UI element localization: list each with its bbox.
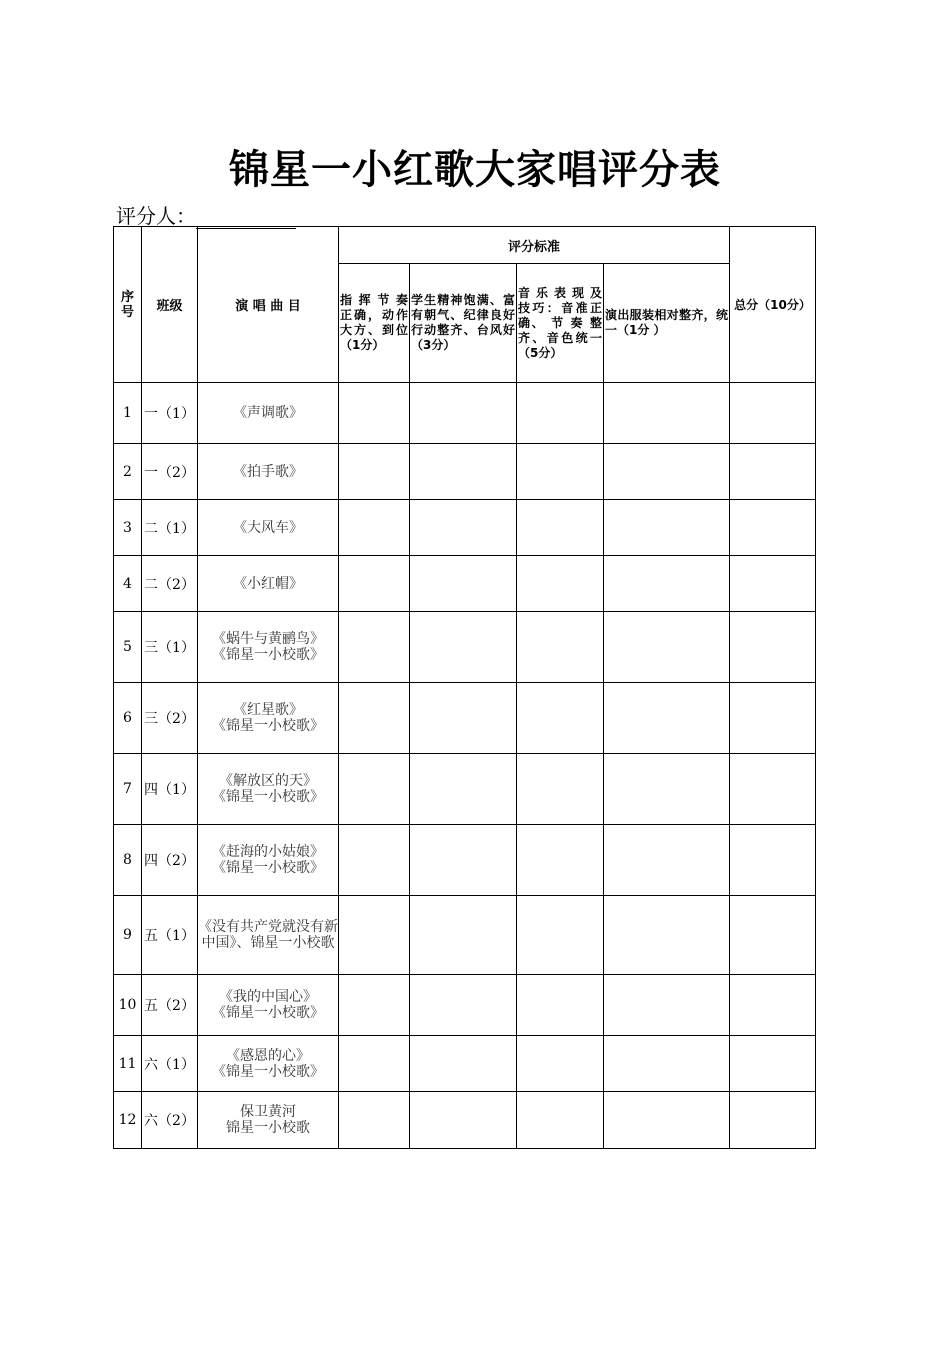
score-total-cell[interactable] [730,754,816,825]
score-music-cell[interactable] [517,754,604,825]
header-song: 演 唱 曲 目 [198,227,339,383]
row-seq: 12 [114,1092,142,1149]
score-costume-cell[interactable] [604,444,730,500]
row-class: 五（2） [142,975,198,1036]
score-total-cell[interactable] [730,612,816,683]
score-conducting-cell[interactable] [339,1036,410,1092]
row-seq: 1 [114,383,142,444]
score-conducting-cell[interactable] [339,383,410,444]
score-music-cell[interactable] [517,896,604,975]
score-music-cell[interactable] [517,1036,604,1092]
scorer-field [116,200,296,229]
score-conducting-cell[interactable] [339,896,410,975]
score-table [113,226,816,1149]
row-seq: 5 [114,612,142,683]
score-total-cell[interactable] [730,500,816,556]
row-class: 一（2） [142,444,198,500]
score-conducting-cell[interactable] [339,1092,410,1149]
table-row [114,1036,816,1092]
criteria-costume: 演出服装相对整齐，统一（1分 ） [604,264,730,383]
score-music-cell[interactable] [517,556,604,612]
score-total-cell[interactable] [730,825,816,896]
score-spirit-cell[interactable] [410,1092,517,1149]
score-costume-cell[interactable] [604,825,730,896]
row-song: 《赶海的小姑娘》 《锦星一小校歌》 [198,825,339,896]
score-music-cell[interactable] [517,612,604,683]
row-class: 三（2） [142,683,198,754]
score-conducting-cell[interactable] [339,500,410,556]
score-music-cell[interactable] [517,975,604,1036]
score-costume-cell[interactable] [604,1092,730,1149]
row-song: 《感恩的心》 《锦星一小校歌》 [198,1036,339,1092]
score-spirit-cell[interactable] [410,975,517,1036]
criteria-conducting: 指 挥 节 奏正确，动作大方、到位（1分） [339,264,410,383]
table-row [114,556,816,612]
row-seq: 4 [114,556,142,612]
row-seq: 8 [114,825,142,896]
score-total-cell[interactable] [730,444,816,500]
row-class: 四（2） [142,825,198,896]
score-total-cell[interactable] [730,1092,816,1149]
score-spirit-cell[interactable] [410,825,517,896]
row-class: 三（1） [142,612,198,683]
score-total-cell[interactable] [730,896,816,975]
row-class: 六（2） [142,1092,198,1149]
score-conducting-cell[interactable] [339,683,410,754]
score-music-cell[interactable] [517,1092,604,1149]
score-costume-cell[interactable] [604,896,730,975]
row-seq: 3 [114,500,142,556]
score-costume-cell[interactable] [604,1036,730,1092]
row-song: 《大风车》 [198,500,339,556]
score-spirit-cell[interactable] [410,754,517,825]
score-music-cell[interactable] [517,383,604,444]
row-seq: 9 [114,896,142,975]
row-song: 《红星歌》 《锦星一小校歌》 [198,683,339,754]
table-row [114,825,816,896]
score-music-cell[interactable] [517,825,604,896]
row-class: 四（1） [142,754,198,825]
score-music-cell[interactable] [517,500,604,556]
row-class: 五（1） [142,896,198,975]
row-class: 一（1） [142,383,198,444]
header-criteria-group: 评分标准 [339,227,730,264]
row-class: 二（1） [142,500,198,556]
row-song: 《我的中国心》 《锦星一小校歌》 [198,975,339,1036]
row-seq: 6 [114,683,142,754]
score-costume-cell[interactable] [604,383,730,444]
score-costume-cell[interactable] [604,612,730,683]
score-spirit-cell[interactable] [410,500,517,556]
score-spirit-cell[interactable] [410,444,517,500]
score-conducting-cell[interactable] [339,556,410,612]
score-total-cell[interactable] [730,1036,816,1092]
row-seq: 2 [114,444,142,500]
table-row [114,383,816,444]
table-row [114,1092,816,1149]
row-class: 六（1） [142,1036,198,1092]
table-row [114,975,816,1036]
row-song: 《没有共产党就没有新中国》、锦星一小校歌 [198,896,339,975]
criteria-music: 音 乐 表 现 及技巧：音准正确、 节 奏 整齐、音色统一（5分） [517,264,604,383]
row-song: 《蜗牛与黄鹂鸟》 《锦星一小校歌》 [198,612,339,683]
page-title: 锦星一小红歌大家唱评分表 [229,147,721,193]
score-costume-cell[interactable] [604,556,730,612]
row-song: 保卫黄河 锦星一小校歌 [198,1092,339,1149]
score-costume-cell[interactable] [604,754,730,825]
score-spirit-cell[interactable] [410,1036,517,1092]
score-conducting-cell[interactable] [339,444,410,500]
criteria-spirit: 学生精神饱满、富有朝气、纪律良好行动整齐、台风好 （3分） [410,264,517,383]
score-conducting-cell[interactable] [339,975,410,1036]
score-costume-cell[interactable] [604,683,730,754]
score-costume-cell[interactable] [604,500,730,556]
score-spirit-cell[interactable] [410,683,517,754]
score-conducting-cell[interactable] [339,754,410,825]
row-song: 《声调歌》 [198,383,339,444]
table-row [114,444,816,500]
table-row [114,683,816,754]
score-spirit-cell[interactable] [410,612,517,683]
row-seq: 11 [114,1036,142,1092]
table-row [114,612,816,683]
row-seq: 7 [114,754,142,825]
score-conducting-cell[interactable] [339,825,410,896]
header-total: 总分（10分） [730,227,816,383]
row-class: 二（2） [142,556,198,612]
score-music-cell[interactable] [517,444,604,500]
table-row [114,896,816,975]
row-song: 《小红帽》 [198,556,339,612]
row-song: 《解放区的天》 《锦星一小校歌》 [198,754,339,825]
row-seq: 10 [114,975,142,1036]
score-costume-cell[interactable] [604,975,730,1036]
score-spirit-cell[interactable] [410,383,517,444]
score-spirit-cell[interactable] [410,556,517,612]
score-music-cell[interactable] [517,683,604,754]
score-total-cell[interactable] [730,683,816,754]
table-row [114,500,816,556]
score-spirit-cell[interactable] [410,896,517,975]
score-conducting-cell[interactable] [339,612,410,683]
score-total-cell[interactable] [730,383,816,444]
table-row [114,754,816,825]
header-class: 班级 [142,227,198,383]
score-total-cell[interactable] [730,556,816,612]
row-song: 《拍手歌》 [198,444,339,500]
score-total-cell[interactable] [730,975,816,1036]
scorer-label: 评分人： [116,204,196,228]
header-seq: 序号 [114,227,142,383]
